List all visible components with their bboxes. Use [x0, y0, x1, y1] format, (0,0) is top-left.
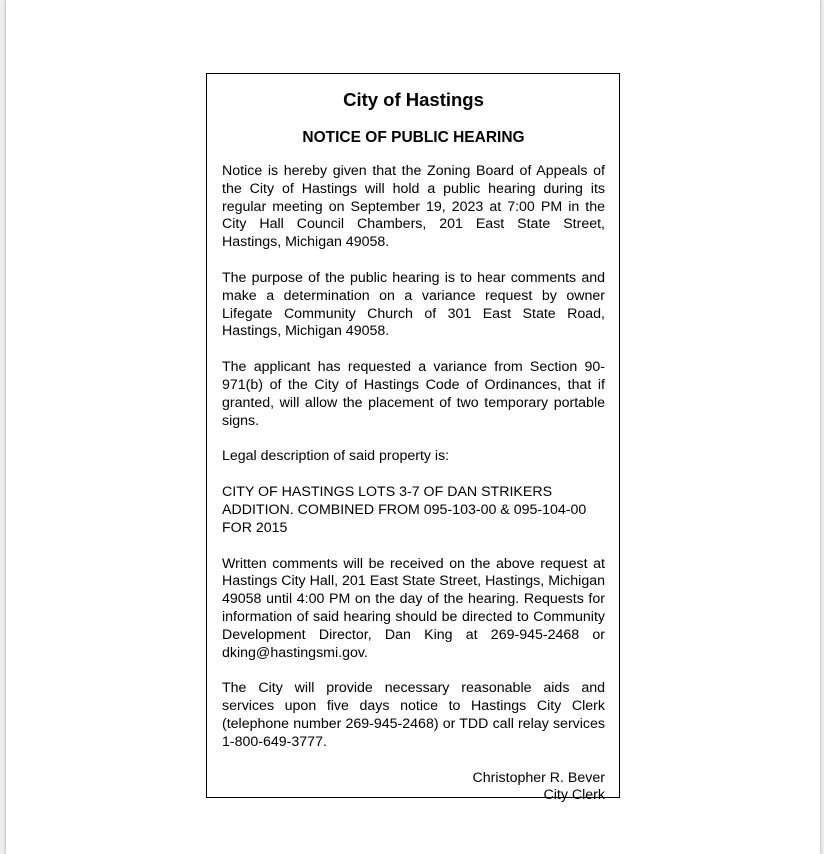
signature-block — [222, 770, 605, 806]
signer-name: Christopher R. Bever — [472, 769, 605, 786]
hearing-announcement-paragraph: Notice is hereby given that the Zoning Board of Appeals of the City of Hastings will hold a public hearing during its regular meeting on September 19, 2023 at 7:00 PM in the City Hall Council Chambers, 201 East State Street, Hastings, Michigan 49058. — [222, 163, 605, 251]
written-comments-paragraph: Written comments will be received on the above request at Hastings City Hall, 201 East State Street, Hastings, Michigan 49058 until 4:00 PM on the day of the hearing. Requests for information of said hearing should be directed to Community Development Director, Dan King at 269-945-2468 or dking@hastingsmi.gov. — [222, 555, 605, 661]
signer-title: City Clerk — [543, 787, 605, 804]
notice-heading: NOTICE OF PUBLIC HEARING — [302, 129, 525, 146]
legal-description-text: CITY OF HASTINGS LOTS 3-7 OF DAN STRIKERS ADDITION. COMBINED FROM 095-103-00 & 095-104-00 FOR 2015 — [222, 484, 587, 536]
legal-description-label: Legal description of said property is: — [222, 448, 450, 465]
variance-request-paragraph: The applicant has requested a variance from Section 90-971(b) of the City of Hastings Code of Ordinances, that if granted, will allow the placement of two temporary portable signs. — [222, 359, 605, 429]
city-title: City of Hastings — [343, 89, 484, 110]
accessibility-paragraph: The City will provide necessary reasonable aids and services upon five days notice to Hastings City Clerk (telephone number 269-945-2468) or TDD call relay services 1-800-649-3777. — [222, 680, 605, 750]
document-page — [6, 0, 820, 854]
public-notice-box — [206, 73, 620, 804]
purpose-paragraph: The purpose of the public hearing is to hear comments and make a determination on a variance request by owner Lifegate Community Church of 301 East State Road, Hastings, Michigan 49058. — [222, 269, 605, 340]
